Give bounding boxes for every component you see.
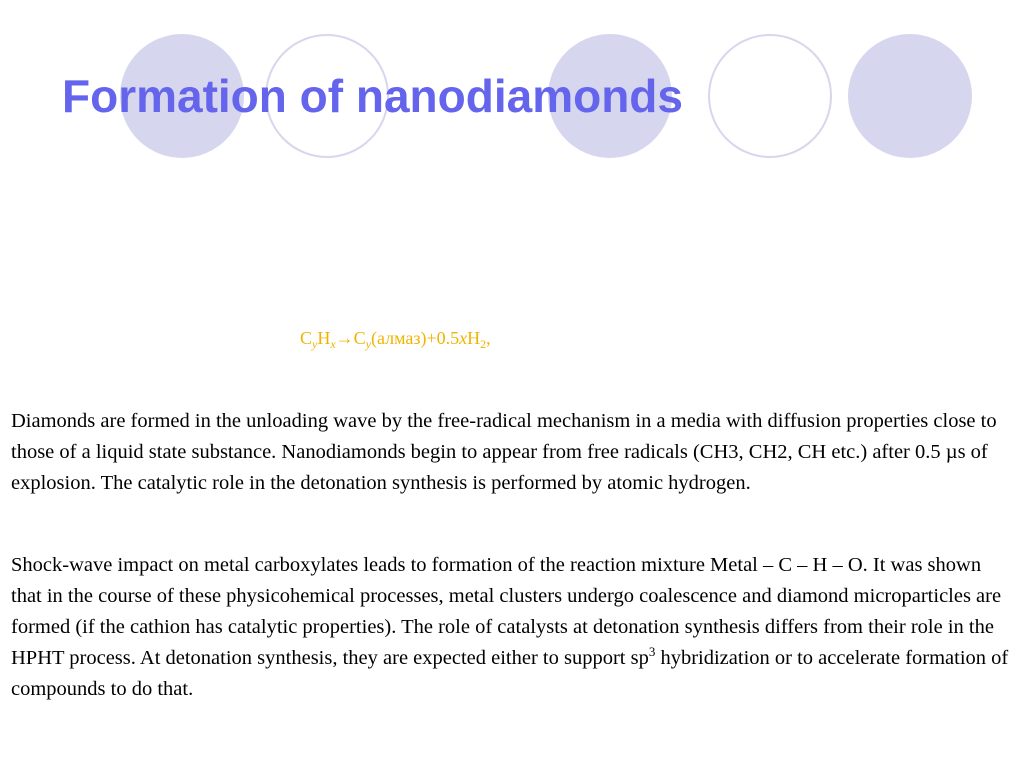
- equation-carbon: C: [300, 328, 313, 348]
- decorative-circle-filled: [848, 34, 972, 158]
- equation-hydrogen: H: [317, 328, 331, 348]
- chemical-equation: [300, 326, 491, 350]
- paragraph-shock-wave-text-end: hybridization or to accelerate formation of compounds to do that.: [11, 647, 1009, 700]
- equation-subscript-y: y: [365, 337, 372, 351]
- decorative-circle-outline: [708, 34, 832, 158]
- equation-subscript-2: 2: [480, 337, 487, 351]
- equation-diamond-term: (алмаз)+0.5: [371, 328, 460, 348]
- slide-title: Formation of nanodiamonds: [62, 70, 683, 122]
- equation-arrow-carbon: →C: [335, 328, 366, 348]
- equation-subscript-y: y: [312, 337, 318, 351]
- equation-subscript-x: x: [330, 337, 336, 351]
- equation-comma: ,: [486, 328, 491, 348]
- paragraph-shock-wave-text: Shock-wave impact on metal carboxylates leads to formation of the reaction mixture Metal – C – H – O. It was shown that in the course of these physicohemical processes, metal clusters undergo coalescence and diamond microparticles are formed (if the cathion has catalytic properties). The role of catalysts at detonation synthesis differs from their role in the HPHT process. At detonation synthesis, they are expected either to support sp: [11, 554, 1002, 669]
- equation-hydrogen: H: [467, 328, 481, 348]
- paragraph-diamond-formation: Diamonds are formed in the unloading wave by the free-radical mechanism in a media with diffusion properties close to those of a liquid state substance. Nanodiamonds begin to appear from free radicals (CH3, CH2, CH etc.) after 0.5 µs of explosion. The catalytic role in the detonation synthesis is performed by atomic hydrogen.: [11, 410, 997, 494]
- paragraph-shock-wave: [11, 550, 1016, 705]
- equation-coefficient-x: x: [459, 328, 468, 348]
- superscript-3: 3: [648, 644, 656, 659]
